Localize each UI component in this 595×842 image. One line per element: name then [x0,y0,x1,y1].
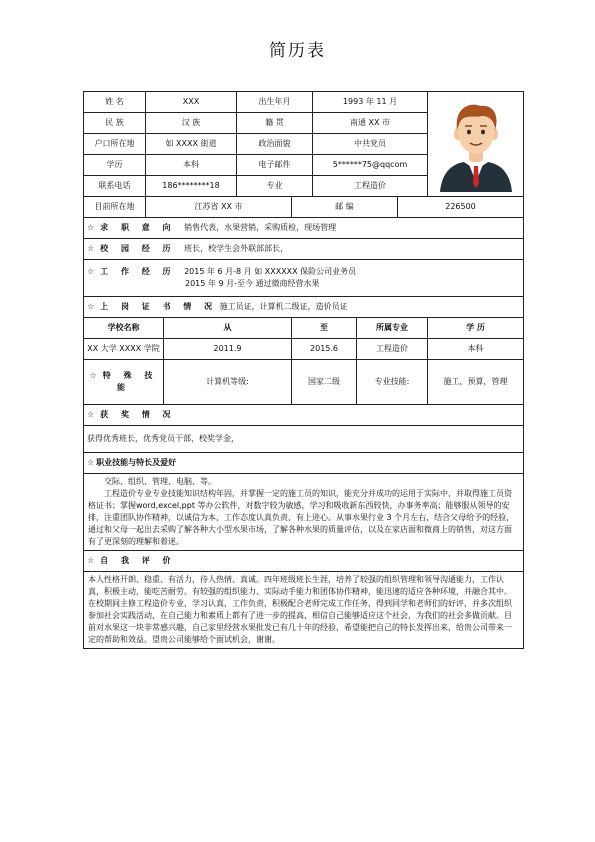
resume-table [83,91,524,649]
certs-row [84,297,524,318]
avatar [434,92,518,192]
email-label: 电子邮件 [237,155,313,176]
name-label: 姓 名 [84,92,146,113]
edu-label: 学历 [84,155,146,176]
intent-label: 求 职 意 向 [100,223,176,232]
edu-header-degree: 学 历 [428,318,524,339]
computer-label: 计算机等级: [164,360,292,405]
certs-text: 施工员证，计算机二级证，造价员证 [219,302,348,311]
star-icon: ☆ [87,244,95,253]
star-icon: ☆ [87,458,95,467]
edu-school: XX 大学 XXXX 学院 [84,339,164,360]
edu-header-to: 至 [292,318,357,339]
campus-row [84,239,524,260]
major-value: 工程造价 [313,176,428,197]
star-icon: ☆ [89,371,97,380]
edu-value: 本科 [146,155,237,176]
edu-header-major: 所属专业 [357,318,428,339]
email-value: 5******75@qqcom [313,155,428,176]
star-icon: ☆ [87,267,95,276]
hobbies-header [84,453,524,474]
star-icon: ☆ [87,556,95,565]
edu-header-school: 学校名称 [84,318,164,339]
hobbies-line-1: 交际、组织、管理、电脑、等。 [104,477,216,486]
origin-label: 籍 贯 [237,113,313,134]
edu-degree: 本科 [428,339,524,360]
ethnic-value: 汉 族 [146,113,237,134]
hukou-label: 户口所在地 [84,134,146,155]
pro-skill-value: 施工，预算，管理 [428,360,524,405]
self-eval-header [84,551,524,572]
address-label: 目前所在地 [84,197,146,218]
phone-label: 联系电话 [84,176,146,197]
hobbies-label: 职业技能与特长及爱好 [96,458,177,467]
photo-cell [428,92,524,197]
work-label: 工 作 经 历 [100,267,176,276]
postcode-label: 邮 编 [292,197,398,218]
star-icon: ☆ [87,410,95,419]
page-title: 简历表 [269,41,326,61]
politics-value: 中共党员 [313,134,428,155]
self-eval-label: 自 我 评 价 [100,556,176,565]
hobbies-body [84,474,524,551]
ethnic-label: 民 族 [84,113,146,134]
hukou-value: 如 XXXX 街道 [146,134,237,155]
birth-label: 出生年月 [237,92,313,113]
birth-value: 1993 年 11 月 [313,92,428,113]
star-icon: ☆ [87,223,95,232]
awards-text: 获得优秀班长，优秀党员干部，校奖学金， [84,426,524,453]
phone-value: 186********18 [146,176,237,197]
edu-from: 2011.9 [164,339,292,360]
work-line-2: 2015 年 9 月-至今 通过微商经营水果 [185,279,320,288]
self-eval-text: 本人性格开朗、稳重、有活力，待人热情、真诚。四年班级班长生涯，培养了较强的组织管理和领导沟通能力，工作认真，积极主动，能吃苦耐劳。有较强的组织能力、实际动手能力和团体协作精神，能迅速的适应各种环境，并融合其中。在校期间主修工程造价专业，学习认真，工作负责，积极配合老师完成工作任务，得到同学和老师们的好评，并多次组织参加社会实践活动，在自己能力和素质上都有了进一步的提高，相信自己能够适应这个社会，为我们的社会多做贡献。目前对水果这一块非常感兴趣，自己家里经营水果批发已有几十年的经验，希望能把自己的特长发挥出来，给贵公司带来一定的帮助和效益。望贵公司能够给个面试机会，谢谢。 [84,572,524,649]
intent-text: 销售代表，水果营销，采购质检，现场管理 [184,223,337,232]
campus-text: 班长，校学生会外联部部长， [184,244,289,253]
address-value: 江苏省 XX 市 [146,197,292,218]
skills-label: 特 殊 技 能 [102,371,158,392]
name-value: XXX [146,92,237,113]
computer-value: 国家二级 [292,360,357,405]
edu-header-from: 从 [164,318,292,339]
edu-to: 2015.6 [292,339,357,360]
campus-label: 校 园 经 历 [100,244,176,253]
pro-skill-label: 专业技能: [357,360,428,405]
awards-label: 获 奖 情 况 [100,410,176,419]
hobbies-paragraph: 工程造价专业专业技能知识结构年固，并掌握一定的施工员的知识，能充分并成功的运用于实际中，并取得施工员资格证书；掌握word,excel,ppt 等办公软件，对数字较为敏感，学习和吸收新东西较快，办事务率高；能够服从领导的安排，注重团队协作精神，以诚信为本，工作态度认真负责，有上进心。从事水果行业 3 个月左右，结合父母给予的经验，通过和父母一起出去采购了解各种大小型水果市场，了解各种水果的质量评估，以及在家店面和微商上的销售，对这方面有了更深刻的理解和着迷。 [88,489,515,546]
edu-major: 工程造价 [357,339,428,360]
work-line-1: 2015 年 6 月-8 月 如 XXXXXX 保险公司业务员 [184,267,357,276]
skills-label-cell [84,360,164,405]
certs-label: 上 岗 证 书 情 况 [100,302,218,311]
awards-header [84,405,524,426]
work-row [84,260,524,297]
major-label: 专业 [237,176,313,197]
origin-value: 南通 XX 市 [313,113,428,134]
intent-row [84,218,524,239]
postcode-value: 226500 [398,197,524,218]
star-icon: ☆ [87,302,95,311]
politics-label: 政治面貌 [237,134,313,155]
